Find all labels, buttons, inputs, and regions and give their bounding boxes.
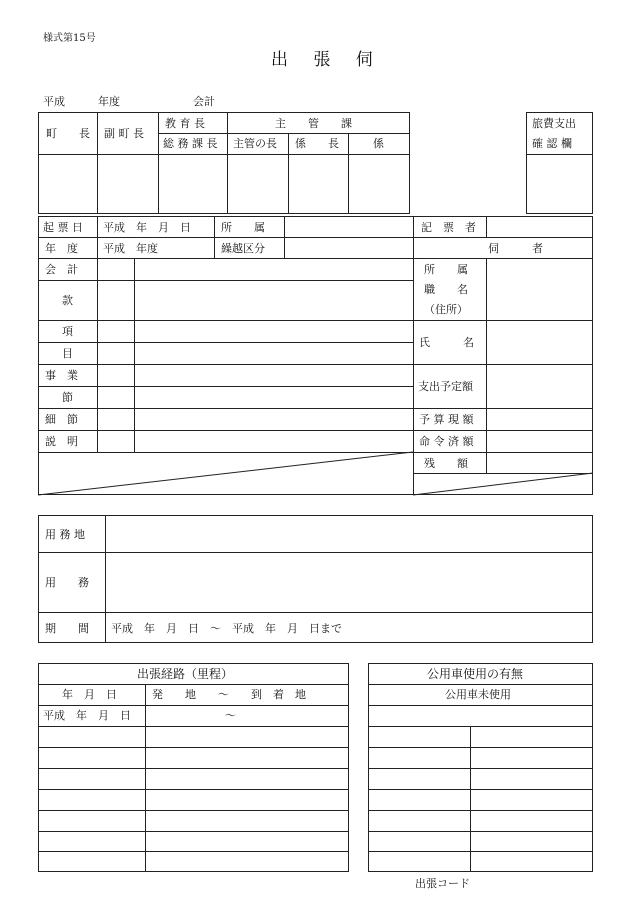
label-cho: 町 長 (46, 127, 90, 140)
label-kakaricho: 係 長 (295, 137, 339, 150)
label-saisetsu: 細 節 (45, 413, 78, 426)
fiscal-year: 年度 (98, 95, 120, 108)
value-kihyobi: 平成 年 月 日 (103, 221, 191, 234)
label-kakari: 係 (373, 137, 384, 150)
label-meireizumi: 命 令 済 額 (419, 435, 474, 448)
car-unused: 公用車未使用 (445, 688, 511, 701)
label-kan: 款 (62, 294, 73, 307)
value-kikan: 平成 年 月 日 ～ 平成 年 月 日まで (111, 622, 342, 635)
label-setsu: 節 (62, 391, 73, 404)
label-ryohi: 旅費支出 (532, 117, 576, 130)
label-kikan: 期 間 (45, 622, 89, 635)
route-header: 発 地 ～ 到 着 地 (152, 688, 306, 701)
route-first-route: ～ (225, 709, 236, 722)
fiscal-account: 会計 (193, 95, 215, 108)
label-shokumei: 職 名 (424, 283, 468, 296)
car-title: 公用車使用の有無 (427, 667, 524, 681)
label-jigyo: 事 業 (45, 369, 78, 382)
label-yomuchi: 用 務 地 (45, 528, 85, 541)
page-title: 出 張 伺 (271, 50, 383, 70)
value-nendo: 平成 年度 (103, 242, 158, 255)
label-shimei: 氏 名 (419, 336, 474, 349)
label-setsumei: 説 明 (45, 435, 78, 448)
route-first-date: 平成 年 月 日 (43, 709, 131, 722)
label-moku: 目 (62, 347, 73, 360)
label-nendo: 年 度 (45, 242, 78, 255)
route-date-header: 年 月 日 (62, 688, 117, 701)
label-ko: 項 (62, 325, 73, 338)
label-kihyobi: 起 票 日 (43, 221, 83, 234)
trip-code-label: 出張コード (415, 877, 470, 890)
label-ukagaisha: 伺 者 (488, 242, 543, 255)
route-title: 出張経路（里程） (137, 667, 234, 681)
label-shozoku: 所 属 (221, 221, 265, 234)
form-number: 様式第15号 (43, 33, 96, 44)
label-yosangen: 予 算 現 額 (419, 413, 474, 426)
label-somukacho: 総 務 課 長 (163, 137, 218, 150)
label-kakunin: 確 認 欄 (532, 137, 572, 150)
label-kurikoshi: 繰越区分 (221, 242, 265, 255)
label-shukanka: 主 管 課 (275, 117, 352, 130)
label-kihyosha: 記 票 者 (421, 221, 476, 234)
label-zangaku: 残 額 (424, 457, 468, 470)
label-yomu: 用 務 (45, 576, 89, 589)
label-r-shozoku: 所 属 (424, 263, 468, 276)
label-shishutsu: 支出予定額 (418, 380, 473, 393)
label-kyoikucho: 教 育 長 (165, 117, 205, 130)
label-jusho: （住所） (424, 303, 468, 316)
label-fukucho: 副 町 長 (104, 127, 144, 140)
label-kaikei: 会 計 (45, 263, 78, 276)
fiscal-era: 平成 (43, 95, 65, 108)
label-shukan-no-cho: 主管の長 (233, 137, 277, 150)
